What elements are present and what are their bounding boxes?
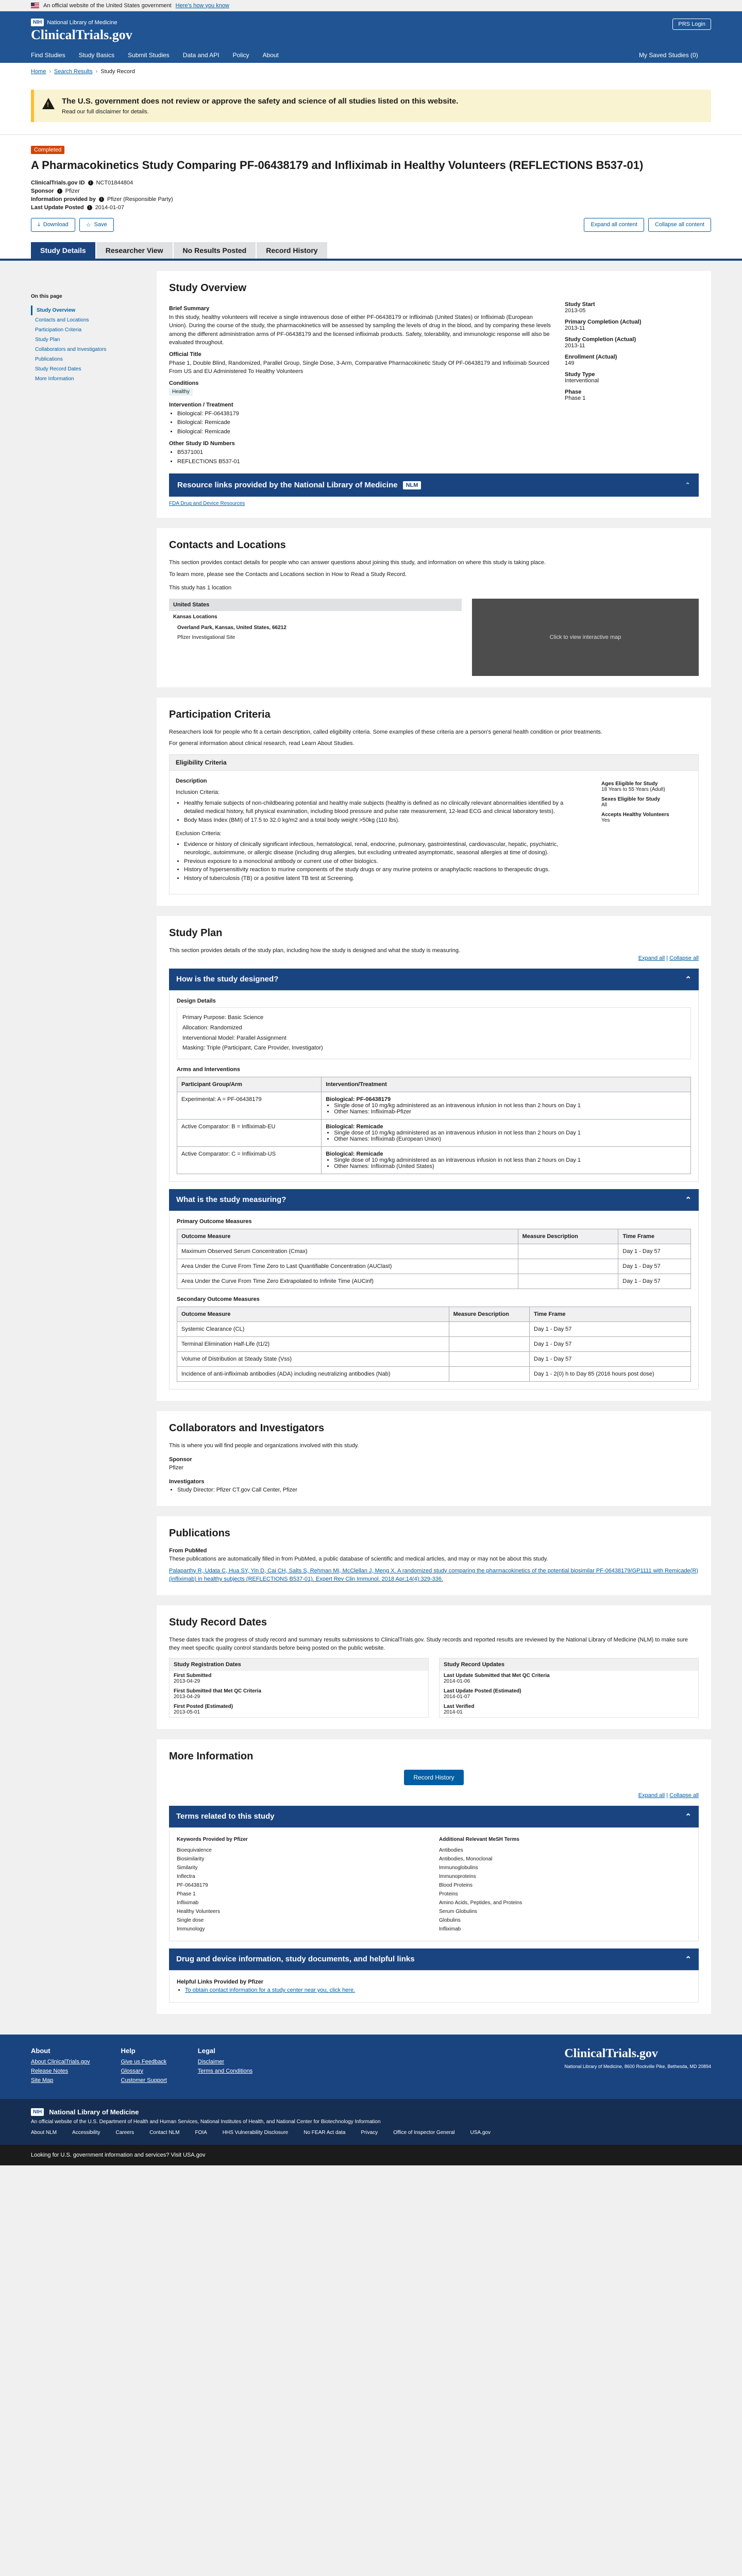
footer-link[interactable]: Accessibility xyxy=(72,2129,100,2136)
dates-col-header: Study Record Updates xyxy=(440,1658,698,1671)
section-heading: Study Record Dates xyxy=(169,1616,267,1628)
record-history-button[interactable]: Record History xyxy=(404,1770,463,1785)
footer-link[interactable]: Release Notes xyxy=(31,2067,69,2074)
last-update-value: 2014-01-07 xyxy=(95,204,124,211)
resource-links-accordion[interactable] xyxy=(169,473,699,497)
date-label: Last Update Posted (Estimated) xyxy=(444,1688,521,1694)
study-tabs xyxy=(0,241,742,261)
criteria-fact-label: Ages Eligible for Study xyxy=(601,781,658,787)
state-header: Kansas Locations xyxy=(173,614,217,620)
save-button[interactable]: ☆ Save xyxy=(79,218,114,232)
prs-login-button[interactable]: PRS Login xyxy=(672,19,711,30)
mesh-term: Antibodies xyxy=(439,1847,463,1853)
intervention-item: • Biological: Remicade xyxy=(177,418,552,428)
footer-heading: Help xyxy=(121,2046,136,2055)
criteria-item: • Evidence or history of clinically significant infectious, hematological, renal, endocrine, pulmonary, gastrointestinal, cardiovascular, hepatic, psychiatric, neurologic, autoimmune, or allergic disease (including drug allergies, but excluding untreated asymptomatic, seasonal allergies at time of dosing). xyxy=(184,840,577,857)
mesh-term: Amino Acids, Peptides, and Proteins xyxy=(439,1900,522,1906)
keyword: Single dose xyxy=(177,1917,204,1923)
keyword: PF-06438179 xyxy=(177,1882,208,1888)
location-count: This study has 1 location xyxy=(169,585,232,591)
footer-link[interactable]: USA.gov xyxy=(470,2129,491,2136)
info-icon[interactable]: i xyxy=(88,180,93,185)
tab-results[interactable]: No Results Posted xyxy=(174,242,256,259)
table-header: Measure Description xyxy=(449,1307,529,1322)
brief-summary-label: Brief Summary xyxy=(169,305,210,312)
criteria-item: • History of tuberculosis (TB) or a positive latent TB test at Screening. xyxy=(184,874,577,883)
table-header: Time Frame xyxy=(530,1307,691,1322)
mesh-label: Additional Relevant MeSH Terms xyxy=(439,1836,519,1842)
fact-value: 149 xyxy=(565,360,575,366)
footer-link[interactable]: No FEAR Act data xyxy=(303,2129,346,2136)
table-row xyxy=(177,1352,691,1367)
intervention-cell: Biological: Remicade xyxy=(326,1151,383,1158)
table-header: Intervention/Treatment xyxy=(322,1077,691,1092)
nlm-footer-title: National Library of Medicine xyxy=(49,2108,139,2116)
footer-link[interactable]: FOIA xyxy=(195,2129,207,2136)
contacts-text: This section provides contact details for people who can answer questions about joining this study, and information on where this study is taking place. xyxy=(169,560,546,566)
chevron-up-icon: ⌃ xyxy=(685,1812,692,1821)
nct-id-label: ClinicalTrials.gov ID xyxy=(31,179,85,186)
outcome-cell: Terminal Elimination Half-Life (t1/2) xyxy=(177,1337,449,1352)
toc-item[interactable]: Collaborators and Investigators xyxy=(35,346,107,352)
country-header: United States xyxy=(169,599,462,611)
date-value: 2013-04-29 xyxy=(174,1678,200,1684)
site-title[interactable]: ClinicalTrials.gov xyxy=(31,27,132,42)
footer-site-title[interactable]: ClinicalTrials.gov xyxy=(564,2046,658,2060)
intervention-item: • Biological: Remicade xyxy=(177,428,552,437)
dates-col-header: Study Registration Dates xyxy=(170,1658,428,1671)
section-heading: Contacts and Locations xyxy=(169,539,286,551)
date-value: 2014-01-06 xyxy=(444,1678,470,1684)
footer-link[interactable]: Site Map xyxy=(31,2077,54,2083)
study-plan-section: Study Plan This section provides details of the study plan, including how the study is designed and what the study is measuring. Expand all | Collapse all How is the study designed? ⌃ Design Details Primary Purpose: Basic Science Allocation: Randomized Interventional Model: Parallel Assignment Masking: Triple (Participant, Care Provider, Investigator) Arms and Interventions Participant Group/Arm Intervention/Treatment Experimental: A = PF-06438179 Biological: PF-06438179 • Single dose of 10 mg/kg administered as an intravenous infusion in not less than 2 hours on Day 1 • Other Names: Infliximab-Pfizer Active Comparator: B = Infliximab-EU Biological: Remicade • Single dose of 10 mg/kg administered as an intravenous infusion in not less than 2 hours on Day 1 • Other Names: Infliximab (European Union) Active Comparator: C = Infliximab-US Biological: Remicade • Single dose of 10 mg/kg administered as an intravenous infusion in not less than 2 hours on Day 1 • Other Names: Infliximab (United States) What is the study measuring? ⌃ Primary Outcome Measures Outcome Measure Measure Description Time Frame Maximum Observed Serum Concentration (Cmax) Day 1 - Day 57 Area Under the Curve From Time Zero to Last Quantifiable Concentration (AUClast) Day 1 - Day 57 Area Under the Curve From Time Zero Extrapolated to Infinite Time (AUCinf) Day 1 - Day 57 Secondary Outcome Measures Outcome Measure Measure Description Time Frame Systemic Clearance (CL) Day 1 - Day 57 Terminal Elimination Half-Life (t1/2) Day 1 - Day 57 Volume of Distribution at Steady State (Vss) Day 1 - Day 57 Incidence of anti-infliximab antibodies (ADA) including neutralizing antibodies (Nab) Day 1 - 2(0) h to Day 85 (2016 hours post dose) xyxy=(157,916,711,1401)
warning-icon xyxy=(42,98,55,109)
nlm-footer-text: An official website of the U.S. Department of Health and Human Services, National Institutes of Health, and National Center for Biotechnology Information xyxy=(31,2119,381,2125)
publications-section xyxy=(157,1516,711,1595)
keyword: Infliximab xyxy=(177,1900,199,1906)
footer-link[interactable]: Glossary xyxy=(121,2067,143,2074)
accordion-title: Terms related to this study xyxy=(176,1811,275,1821)
date-label: First Submitted that Met QC Criteria xyxy=(174,1688,262,1694)
nlm-logo-icon[interactable]: NIH xyxy=(31,19,44,26)
footer-link[interactable]: Customer Support xyxy=(121,2077,167,2083)
timeframe-cell: Day 1 - Day 57 xyxy=(530,1322,691,1337)
intervention-desc: • Single dose of 10 mg/kg administered as an intravenous infusion in not less than 2 hours on Day 1 xyxy=(334,1103,686,1109)
page-toc xyxy=(31,271,144,2014)
usagov-footer xyxy=(0,2145,742,2165)
criteria-fact-label: Accepts Healthy Volunteers xyxy=(601,811,669,818)
dates-text: These dates track the progress of study record and summary results submissions to ClinicalTrials.gov. Study records and reported results are reviewed by the National Library of Medicine (NLM) to make sure they meet specific quality control standards before being posted on the public website. xyxy=(169,1636,688,1652)
table-header: Outcome Measure xyxy=(177,1229,518,1244)
chevron-right-icon: › xyxy=(95,69,98,75)
site-location: Overland Park, Kansas, United States, 66212 xyxy=(177,624,286,631)
nav-submit-studies[interactable]: Submit Studies xyxy=(128,52,170,59)
intervention-cell: Biological: PF-06438179 xyxy=(326,1096,391,1103)
main-nav xyxy=(31,52,698,59)
timeframe-cell: Day 1 - Day 57 xyxy=(530,1352,691,1367)
fact-value: 2013-11 xyxy=(565,325,585,331)
drug-info-accordion[interactable] xyxy=(169,1948,699,1970)
primary-outcomes-label: Primary Outcome Measures xyxy=(177,1218,252,1225)
keyword: Inflectra xyxy=(177,1873,195,1879)
criteria-item: • Previous exposure to a monoclonal antibody or current use of other biologics. xyxy=(184,857,577,866)
section-heading: Study Plan xyxy=(169,927,223,939)
download-icon: ⤓ xyxy=(38,221,40,228)
official-title-label: Official Title xyxy=(169,351,201,358)
site-name: Pfizer Investigational Site xyxy=(177,634,235,640)
keyword: Healthy Volunteers xyxy=(177,1908,220,1914)
mesh-term: Antibodies, Monoclonal xyxy=(439,1856,493,1862)
terms-accordion[interactable] xyxy=(169,1806,699,1827)
criteria-text-2: For general information about clinical research, read Learn About Studies. xyxy=(169,740,355,747)
table-row xyxy=(177,1367,691,1382)
pubs-text: These publications are automatically filled in from PubMed, a public database of scientific and medical articles, and may or may not be about this study. xyxy=(169,1556,548,1563)
footer-heading: Legal xyxy=(197,2046,215,2055)
interventions-label: Intervention / Treatment xyxy=(169,401,233,408)
expand-all-link[interactable]: Expand all xyxy=(638,1792,665,1799)
secondary-outcomes-table xyxy=(177,1307,691,1382)
fact-label: Study Type xyxy=(565,371,595,378)
measure-accordion[interactable] xyxy=(169,1189,699,1211)
gov-banner-link[interactable]: Here's how you know xyxy=(175,2,229,9)
sponsor-label: Sponsor xyxy=(31,188,54,194)
eligibility-header: Eligibility Criteria xyxy=(169,754,699,771)
toc-item[interactable]: Participation Criteria xyxy=(35,327,82,333)
secondary-outcomes-label: Secondary Outcome Measures xyxy=(177,1296,260,1303)
chevron-right-icon: › xyxy=(49,69,52,75)
us-flag-icon xyxy=(31,3,39,8)
tab-study-details[interactable]: Study Details xyxy=(31,242,95,259)
expand-all-button[interactable]: Expand all content xyxy=(584,218,644,232)
tab-record-history[interactable]: Record History xyxy=(257,242,327,259)
keywords-label: Keywords Provided by Pfizer xyxy=(177,1836,248,1842)
section-heading: Participation Criteria xyxy=(169,708,271,720)
intervention-item: • Biological: PF-06438179 xyxy=(177,410,552,419)
footer-link[interactable]: Contact NLM xyxy=(149,2129,180,2136)
more-info-section: More Information Record History Expand all | Collapse all Terms related to this study ⌃ Keywords Provided by Pfizer Bioequivalence Biosimilarity Similarity Inflectra PF-06438179 Phase 1 Infliximab Healthy Volunteers Single dose Immunology Additional Relevant MeSH Terms Antibodies Antibodies, Monoclonal Immunoglobulins Immunoproteins Blood Proteins Proteins Amino Acids, Peptides, and Proteins Serum Globulins Globulins Infliximab Drug and device information, study documents, and helpful links ⌃ Helpful Links Provided by Pfizer • To obtain contact information for a study center near you, click here. xyxy=(157,1739,711,2014)
contacts-text-2: To learn more, please see the Contacts and Locations section in How to Read a Study Record. xyxy=(169,571,407,578)
bookmark-icon: ☆ xyxy=(86,222,91,228)
mesh-term: Immunoglobulins xyxy=(439,1865,478,1871)
nlm-logo-icon[interactable]: NIH xyxy=(31,2108,44,2116)
collapse-all-button[interactable]: Collapse all content xyxy=(648,218,711,232)
fact-label: Study Start xyxy=(565,301,595,308)
last-update-label: Last Update Posted xyxy=(31,204,84,211)
sponsor-value: Pfizer xyxy=(169,1465,184,1471)
fact-value: Phase 1 xyxy=(565,395,586,401)
timeframe-cell: Day 1 - 2(0) h to Day 85 (2016 hours post dose) xyxy=(530,1367,691,1382)
breadcrumb xyxy=(0,63,742,80)
toc-item[interactable]: Publications xyxy=(35,356,63,362)
outcome-cell: Area Under the Curve From Time Zero Extrapolated to Infinite Time (AUCinf) xyxy=(177,1274,518,1289)
footer-link[interactable]: Terms and Conditions xyxy=(197,2067,253,2074)
accordion-title: How is the study designed? xyxy=(176,974,279,984)
participation-criteria-section xyxy=(157,698,711,906)
mesh-term: Serum Globulins xyxy=(439,1908,477,1914)
helpful-links-label: Helpful Links Provided by Pfizer xyxy=(177,1978,264,1985)
table-row xyxy=(177,1120,691,1147)
outcome-cell: Volume of Distribution at Steady State (Vss) xyxy=(177,1352,449,1367)
collab-text: This is where you will find people and organizations involved with this study. xyxy=(169,1443,359,1449)
toc-item[interactable]: Study Plan xyxy=(35,336,60,343)
download-button[interactable]: ⤓ Download xyxy=(31,218,75,232)
criteria-fact-value: All xyxy=(601,802,608,808)
nav-find-studies[interactable]: Find Studies xyxy=(31,52,65,59)
date-value: 2013-04-29 xyxy=(174,1693,200,1700)
fact-value: 2013-11 xyxy=(565,342,585,349)
resource-title: Resource links provided by the National Library of Medicine xyxy=(177,481,398,490)
study-title: A Pharmacokinetics Study Comparing PF-06438179 and Infliximab in Healthy Volunteers (REFLECTIONS B537-01) xyxy=(31,159,644,172)
table-header: Measure Description xyxy=(518,1229,618,1244)
status-badge: Completed xyxy=(31,146,64,154)
description-label: Description xyxy=(176,777,207,784)
fda-resources-link[interactable]: FDA Drug and Device Resources xyxy=(169,501,245,507)
keyword: Similarity xyxy=(177,1865,198,1871)
collapse-all-link[interactable]: Collapse all xyxy=(669,955,699,961)
plan-text: This section provides details of the study plan, including how the study is designed and what the study is measuring. xyxy=(169,947,460,954)
contacts-section xyxy=(157,528,711,687)
criteria-item: • Body Mass Index (BMI) of 17.5 to 32.0 kg/m2 and a total body weight >50kg (110 lbs). xyxy=(184,816,577,825)
info-icon[interactable]: i xyxy=(57,189,62,194)
fact-value: Interventional xyxy=(565,377,599,384)
date-label: First Submitted xyxy=(174,1672,212,1679)
disclaimer-notice xyxy=(0,80,742,135)
keyword: Bioequivalence xyxy=(177,1847,212,1853)
info-provided-label: Information provided by xyxy=(31,196,96,202)
fact-label: Study Completion (Actual) xyxy=(565,336,636,343)
outcome-cell: Systemic Clearance (CL) xyxy=(177,1322,449,1337)
footer-brand xyxy=(564,2047,711,2087)
timeframe-cell: Day 1 - Day 57 xyxy=(530,1337,691,1352)
table-row xyxy=(177,1147,691,1174)
section-heading: Publications xyxy=(169,1527,230,1539)
breadcrumb-current: Study Record xyxy=(100,69,135,75)
other-id-item: • B5371001 xyxy=(177,448,552,457)
table-row xyxy=(177,1337,691,1352)
criteria-item: • Healthy female subjects of non-childbearing potential and healthy male subjects (healthy is defined as no clinically relevant abnormalities identified by a detailed medical history, full physical examination, including blood pressure and pulse rate measurement, 12-lead ECG and clinical laboratory tests). xyxy=(184,799,577,816)
toc-item[interactable]: Contacts and Locations xyxy=(35,317,89,323)
fact-label: Primary Completion (Actual) xyxy=(565,318,642,325)
nct-id: NCT01844804 xyxy=(96,179,133,186)
info-provided-value: Pfizer (Responsible Party) xyxy=(107,196,173,202)
study-overview-section xyxy=(157,271,711,518)
table-row xyxy=(177,1322,691,1337)
design-item: Allocation: Randomized xyxy=(182,1024,242,1031)
study-dates-sidebar xyxy=(565,301,699,467)
design-accordion[interactable] xyxy=(169,969,699,990)
timeframe-cell: Day 1 - Day 57 xyxy=(618,1274,691,1289)
design-details-label: Design Details xyxy=(177,997,216,1004)
breadcrumb-home[interactable]: Home xyxy=(31,69,46,75)
footer-link[interactable]: Privacy xyxy=(361,2129,378,2136)
expand-all-link[interactable]: Expand all xyxy=(638,955,665,961)
keyword: Biosimilarity xyxy=(177,1856,205,1862)
accordion-title: Drug and device information, study documents, and helpful links xyxy=(176,1954,415,1963)
toc-item[interactable]: More Information xyxy=(35,376,74,382)
notice-text: Read our full disclaimer for details. xyxy=(62,109,149,115)
footer-link[interactable]: HHS Vulnerability Disclosure xyxy=(222,2129,289,2136)
table-header: Time Frame xyxy=(618,1229,691,1244)
nlm-name: National Library of Medicine xyxy=(47,19,117,26)
intervention-desc: • Single dose of 10 mg/kg administered as an intravenous infusion in not less than 2 hours on Day 1 xyxy=(334,1157,686,1163)
site-footer xyxy=(0,2035,742,2099)
footer-link[interactable]: Disclaimer xyxy=(197,2058,225,2065)
gov-banner-text: An official website of the United States government xyxy=(43,2,172,9)
location-map[interactable] xyxy=(472,599,699,676)
info-icon[interactable]: i xyxy=(99,197,104,202)
record-dates-section xyxy=(157,1605,711,1729)
investigator-item: • Study Director: Pfizer CT.gov Call Center, Pfizer xyxy=(177,1486,699,1495)
publication-link[interactable]: Palaparthy R, Udata C, Hua SY, Yin D, Cai CH, Salts S, Rehman MI, McClellan J, Meng X. A randomized study comparing the pharmacokinetics of the potential biosimilar PF-06438179/GP1111 with Remicade(R) (infliximab) in healthy subjects (REFLECTIONS B537-01). Expert Rev Clin Immunol. 2018 Apr;14(4):329-336. xyxy=(169,1567,698,1583)
section-heading: More Information xyxy=(169,1750,254,1762)
official-title: Phase 1, Double Blind, Randomized, Parallel Group, Single Dose, 3-Arm, Comparative Pharmacokinetic Study Of PF-06438179 and Infliximab Sourced From US and EU Administered To Healthy Volunteers xyxy=(169,360,549,375)
date-label: Last Verified xyxy=(444,1703,475,1709)
nav-study-basics[interactable]: Study Basics xyxy=(78,52,115,59)
table-header: Outcome Measure xyxy=(177,1307,449,1322)
collapse-all-link[interactable]: Collapse all xyxy=(669,1792,699,1799)
arm-cell: Active Comparator: B = Infliximab-EU xyxy=(177,1120,322,1147)
chevron-up-icon: ⌃ xyxy=(685,1196,692,1205)
section-heading: Study Overview xyxy=(169,282,247,294)
footer-link[interactable]: Office of Inspector General xyxy=(393,2129,455,2136)
brief-summary: In this study, healthy volunteers will receive a single intravenous dose of either PF-06438179 or Infliximab (United States) or Infliximab (European Union). During the course of the study, the pharmacokinetics will be assessed by sampling the levels of drug in the blood, and by comparing these levels among the different administration arms of PF-06438179 and the licensed infliximab products. Safety, tolerability, and immunologic response will also be evaluated throughout. xyxy=(169,314,551,346)
exclusion-label: Exclusion Criteria: xyxy=(176,831,222,837)
chevron-up-icon: ⌃ xyxy=(685,1955,692,1964)
table-row xyxy=(177,1274,691,1289)
nav-saved-studies[interactable]: My Saved Studies (0) xyxy=(639,52,698,59)
footer-link[interactable]: About ClinicalTrials.gov xyxy=(31,2058,90,2065)
gov-banner xyxy=(0,0,742,11)
keyword: Phase 1 xyxy=(177,1891,196,1897)
map-label: Click to view interactive map xyxy=(549,634,621,640)
date-value: 2014-01-07 xyxy=(444,1693,470,1700)
inclusion-label: Inclusion Criteria: xyxy=(176,789,220,796)
timeframe-cell: Day 1 - Day 57 xyxy=(618,1244,691,1259)
footer-link[interactable]: About NLM xyxy=(31,2129,57,2136)
mesh-term: Infliximab xyxy=(439,1926,461,1932)
criteria-fact-value: Yes xyxy=(601,817,610,823)
table-row xyxy=(177,1259,691,1274)
criteria-item: • History of hypersensitivity reaction to murine components of the study drugs or any murine proteins or anaphylactic reactions to therapeutic drugs. xyxy=(184,866,577,874)
other-ids-label: Other Study ID Numbers xyxy=(169,440,235,447)
section-heading: Collaborators and Investigators xyxy=(169,1422,325,1434)
criteria-fact-value: 18 Years to 55 Years (Adult) xyxy=(601,786,665,792)
accordion-title: What is the study measuring? xyxy=(176,1195,286,1205)
other-names: • Other Names: Infliximab-Pfizer xyxy=(334,1109,686,1115)
fact-value: 2013-05 xyxy=(565,307,586,314)
arm-cell: Active Comparator: C = Infliximab-US xyxy=(177,1147,322,1174)
notice-title: The U.S. government does not review or approve the safety and science of all studies listed on this website. xyxy=(62,97,459,106)
nav-about[interactable]: About xyxy=(262,52,279,59)
condition-chip[interactable]: Healthy xyxy=(169,388,193,396)
fact-label: Phase xyxy=(565,388,582,395)
pubs-sub: From PubMed xyxy=(169,1547,207,1554)
footer-link[interactable]: Careers xyxy=(115,2129,134,2136)
arms-label: Arms and Interventions xyxy=(177,1066,240,1073)
footer-address: National Library of Medicine, 8600 Rockville Pike, Bethesda, MD 20894 xyxy=(564,2063,711,2069)
nav-policy[interactable]: Policy xyxy=(232,52,249,59)
toc-item[interactable]: Study Record Dates xyxy=(35,366,81,372)
usagov-text[interactable]: Looking for U.S. government information and services? Visit USA.gov xyxy=(31,2151,206,2158)
other-names: • Other Names: Infliximab (European Union) xyxy=(334,1136,686,1142)
sponsor-label: Sponsor xyxy=(169,1456,192,1463)
chevron-up-icon: ⌃ xyxy=(685,481,690,489)
mesh-term: Globulins xyxy=(439,1917,461,1923)
nlm-footer xyxy=(0,2099,742,2145)
footer-heading: About xyxy=(31,2046,50,2055)
date-value: 2013-05-01 xyxy=(174,1709,200,1715)
conditions-label: Conditions xyxy=(169,380,199,386)
table-row xyxy=(177,1092,691,1120)
study-header xyxy=(0,135,742,241)
collaborators-section xyxy=(157,1411,711,1506)
keyword: Immunology xyxy=(177,1926,205,1932)
timeframe-cell: Day 1 - Day 57 xyxy=(618,1259,691,1274)
criteria-fact-label: Sexes Eligible for Study xyxy=(601,796,660,802)
outcome-cell: Incidence of anti-infliximab antibodies (ADA) including neutralizing antibodies (Nab) xyxy=(177,1367,449,1382)
criteria-text: Researchers look for people who fit a certain description, called eligibility criteria. Some examples of these criteria are a person's general health condition or prior treatments. xyxy=(169,728,602,735)
toc-item[interactable]: Study Overview xyxy=(31,306,144,315)
design-item: Masking: Triple (Participant, Care Provider, Investigator) xyxy=(182,1045,323,1052)
breadcrumb-search-results[interactable]: Search Results xyxy=(54,69,93,75)
chevron-up-icon: ⌃ xyxy=(685,975,692,984)
sponsor-value: Pfizer xyxy=(65,188,80,194)
info-icon[interactable]: i xyxy=(87,205,92,210)
date-value: 2014-01 xyxy=(444,1709,463,1715)
date-label: Last Update Submitted that Met QC Criteria xyxy=(444,1672,550,1679)
mesh-term: Proteins xyxy=(439,1891,458,1897)
primary-outcomes-table xyxy=(177,1229,691,1289)
helpful-link[interactable]: To obtain contact information for a study center near you, click here. xyxy=(185,1987,356,1994)
date-label: First Posted (Estimated) xyxy=(174,1703,233,1709)
arm-cell: Experimental: A = PF-06438179 xyxy=(177,1092,322,1120)
table-row xyxy=(177,1244,691,1259)
nav-data-api[interactable]: Data and API xyxy=(182,52,220,59)
design-item: Interventional Model: Parallel Assignment xyxy=(182,1035,286,1041)
table-header: Participant Group/Arm xyxy=(177,1077,322,1092)
toc-heading: On this page xyxy=(31,293,62,299)
footer-link[interactable]: Give us Feedback xyxy=(121,2058,167,2065)
intervention-cell: Biological: Remicade xyxy=(326,1124,383,1130)
design-item: Primary Purpose: Basic Science xyxy=(182,1014,264,1021)
other-id-item: • REFLECTIONS B537-01 xyxy=(177,457,552,467)
outcome-cell: Area Under the Curve From Time Zero to Last Quantifiable Concentration (AUClast) xyxy=(177,1259,518,1274)
fact-label: Enrollment (Actual) xyxy=(565,353,617,360)
investigators-label: Investigators xyxy=(169,1478,205,1485)
other-names: • Other Names: Infliximab (United States) xyxy=(334,1163,686,1170)
nlm-logo-icon: NLM xyxy=(403,481,421,489)
site-header xyxy=(0,11,742,63)
tab-researcher-view[interactable]: Researcher View xyxy=(96,242,173,259)
mesh-term: Blood Proteins xyxy=(439,1882,473,1888)
outcome-cell: Maximum Observed Serum Concentration (Cmax) xyxy=(177,1244,518,1259)
intervention-desc: • Single dose of 10 mg/kg administered as an intravenous infusion in not less than 2 hours on Day 1 xyxy=(334,1130,686,1136)
arms-table xyxy=(177,1077,691,1174)
mesh-term: Immunoproteins xyxy=(439,1873,476,1879)
